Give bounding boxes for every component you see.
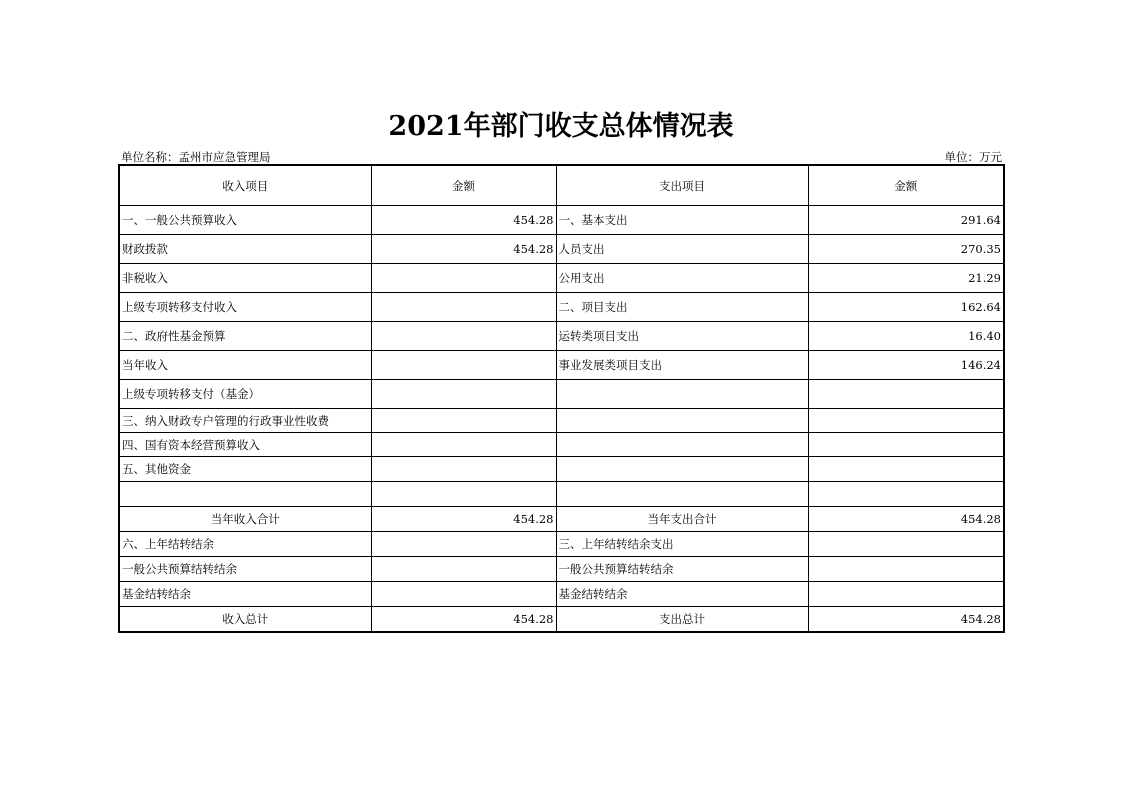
table-row [119,322,1004,351]
expense-amount [808,532,1004,557]
income-amount: 454.28 [371,235,556,264]
expense-item: 人员支出 [556,235,808,264]
income-item: 非税收入 [119,264,371,293]
income-amount [371,409,556,433]
expense-item: 一般公共预算结转结余 [556,557,808,582]
table-row [119,482,1004,507]
table-row [119,380,1004,409]
expense-amount [808,582,1004,607]
income-amount [371,351,556,380]
income-item: 财政拨款 [119,235,371,264]
income-amount [371,322,556,351]
expense-item: 基金结转结余 [556,582,808,607]
table-row [119,264,1004,293]
income-item: 六、上年结转结余 [119,532,371,557]
expense-subtotal-label: 当年支出合计 [556,507,808,532]
table-row [119,582,1004,607]
table-row [119,351,1004,380]
header-expense-amount: 金额 [808,165,1004,206]
expense-amount [808,380,1004,409]
budget-table [118,164,1005,633]
table-row [119,293,1004,322]
expense-amount: 21.29 [808,264,1004,293]
expense-amount [808,457,1004,482]
expense-amount [808,482,1004,507]
table-row [119,409,1004,433]
income-item: 上级专项转移支付收入 [119,293,371,322]
income-amount [371,293,556,322]
income-amount [371,557,556,582]
table-row [119,235,1004,264]
table-row [119,532,1004,557]
unit-name-label: 单位名称：孟州市应急管理局 [121,150,271,164]
expense-total-amount: 454.28 [808,607,1004,633]
expense-item: 事业发展类项目支出 [556,351,808,380]
table-row [119,557,1004,582]
income-item: 当年收入 [119,351,371,380]
income-item [119,482,371,507]
expense-amount [808,433,1004,457]
table-header-row [119,165,1004,206]
income-item: 三、纳入财政专户管理的行政事业性收费 [119,409,371,433]
expense-amount: 270.35 [808,235,1004,264]
table-row [119,433,1004,457]
income-amount [371,380,556,409]
expense-item [556,433,808,457]
income-item: 一般公共预算结转结余 [119,557,371,582]
income-item: 四、国有资本经营预算收入 [119,433,371,457]
income-item: 一、一般公共预算收入 [119,206,371,235]
expense-total-label: 支出总计 [556,607,808,633]
income-amount [371,482,556,507]
header-income-amount: 金额 [371,165,556,206]
table-row [119,607,1004,633]
header-expense-item: 支出项目 [556,165,808,206]
expense-item: 公用支出 [556,264,808,293]
income-amount: 454.28 [371,507,556,532]
income-amount [371,457,556,482]
expense-item [556,457,808,482]
expense-amount: 291.64 [808,206,1004,235]
header-income-item: 收入项目 [119,165,371,206]
income-item: 五、其他资金 [119,457,371,482]
expense-item: 运转类项目支出 [556,322,808,351]
expense-amount: 146.24 [808,351,1004,380]
income-item: 上级专项转移支付（基金） [119,380,371,409]
expense-item: 三、上年结转结余支出 [556,532,808,557]
income-total-amount: 454.28 [371,607,556,633]
expense-item [556,380,808,409]
expense-item [556,409,808,433]
income-amount [371,532,556,557]
expense-item: 二、项目支出 [556,293,808,322]
expense-amount [808,409,1004,433]
table-row [119,206,1004,235]
expense-amount: 16.40 [808,322,1004,351]
income-subtotal-label: 当年收入合计 [119,507,371,532]
income-amount: 454.28 [371,206,556,235]
income-amount [371,582,556,607]
expense-item [556,482,808,507]
income-item: 二、政府性基金预算 [119,322,371,351]
expense-amount: 454.28 [808,507,1004,532]
currency-unit-label: 单位：万元 [944,150,1002,164]
income-item: 基金结转结余 [119,582,371,607]
expense-amount [808,557,1004,582]
table-row [119,507,1004,532]
page-title: 2021年部门收支总体情况表 [388,111,734,142]
income-amount [371,264,556,293]
table-row [119,457,1004,482]
expense-amount: 162.64 [808,293,1004,322]
income-total-label: 收入总计 [119,607,371,633]
expense-item: 一、基本支出 [556,206,808,235]
income-amount [371,433,556,457]
